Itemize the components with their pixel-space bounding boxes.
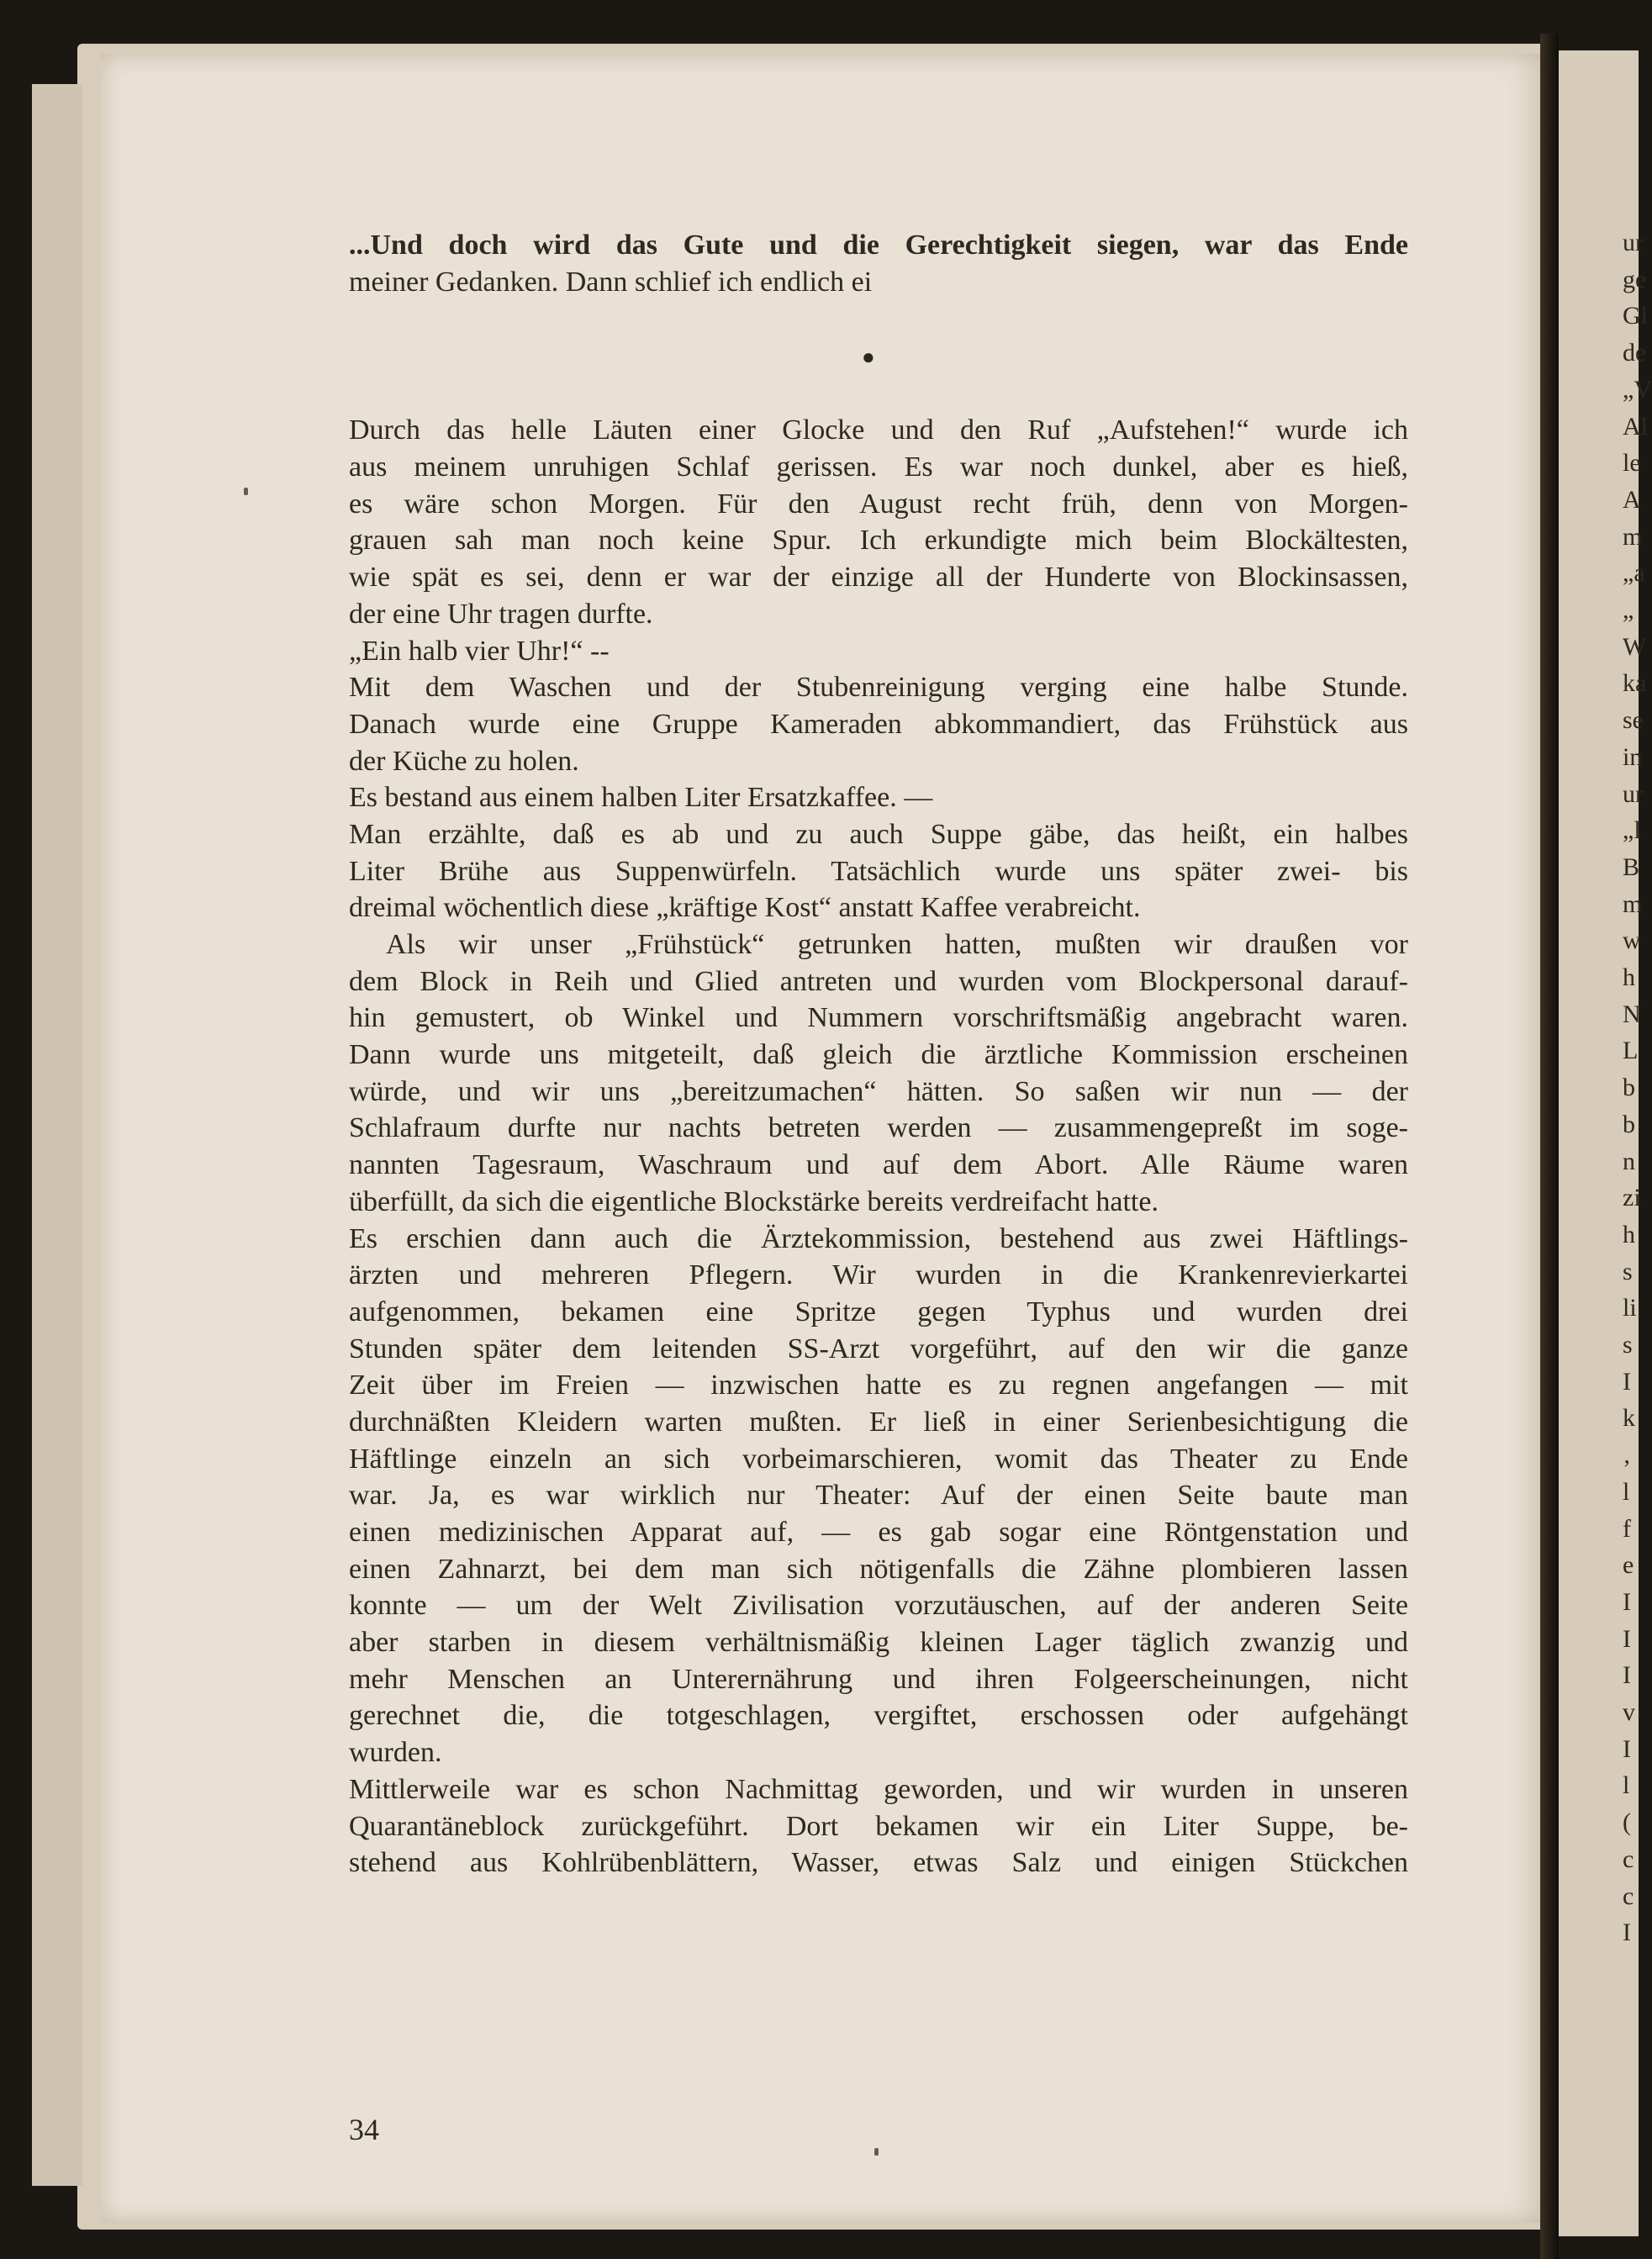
- facing-page-fragment: h: [1623, 1220, 1635, 1248]
- facing-page-fragment: I: [1623, 1919, 1631, 1947]
- facing-page-fragment: l: [1623, 1477, 1630, 1506]
- facing-page-fragment: „a: [1623, 559, 1645, 588]
- text-line: Mit dem Waschen und der Stubenreinigung verging eine halbe Stunde.: [349, 672, 1408, 704]
- text-line: der eine Uhr tragen durfte.: [349, 598, 653, 630]
- text-line: dreimal wöchentlich diese „kräftige Kost“ anstatt Kaffee verabreicht.: [349, 892, 1141, 924]
- text-line: Schlafraum durfte nur nachts betreten werden — zusammengepreßt im soge-: [349, 1112, 1408, 1144]
- text-line: „Ein halb vier Uhr!“ --: [349, 635, 610, 667]
- facing-page-fragment: m: [1623, 889, 1643, 918]
- text-line: Man erzählte, daß es ab und zu auch Suppe gäbe, das heißt, ein halbes: [349, 818, 1408, 850]
- text-line: Durch das helle Läuten einer Glocke und den Ruf „Aufstehen!“ wurde ich: [349, 414, 1408, 446]
- text-line: aus meinem unruhigen Schlaf gerissen. Es war noch dunkel, aber es hieß,: [349, 451, 1408, 483]
- paper-speck: [874, 2148, 879, 2156]
- facing-page-fragment: ur: [1623, 229, 1644, 256]
- facing-page-fragment: h: [1623, 963, 1635, 991]
- book-spine: [1540, 34, 1559, 2259]
- facing-page-fragment: m: [1623, 522, 1643, 551]
- facing-page-fragment: k: [1623, 1404, 1635, 1433]
- facing-page-fragment: s: [1623, 1331, 1633, 1359]
- facing-page-fragment: le: [1623, 449, 1641, 478]
- text-line: würde, und wir uns „bereitzumachen“ hätten. So saßen wir nun — der: [349, 1075, 1408, 1107]
- text-line: Danach wurde eine Gruppe Kameraden abkommandiert, das Frühstück aus: [349, 708, 1408, 740]
- text-line: hin gemustert, ob Winkel und Nummern vorschriftsmäßig angebracht waren.: [349, 1002, 1408, 1034]
- text-line: Quarantäneblock zurückgeführt. Dort bekamen wir ein Liter Suppe, be-: [349, 1810, 1408, 1842]
- text-line: meiner Gedanken. Dann schlief ich endlich ei: [349, 266, 873, 298]
- facing-page-fragment: v: [1623, 1698, 1635, 1726]
- text-line: der Küche zu holen.: [349, 745, 579, 777]
- facing-page-fragment: N: [1623, 1000, 1641, 1028]
- text-line: nannten Tagesraum, Waschraum und auf dem Abort. Alle Räume waren: [349, 1149, 1408, 1181]
- facing-page-fragment: zi: [1623, 1184, 1641, 1212]
- text-line: ...Und doch wird das Gute und die Gerechtigkeit siegen, war das Ende: [349, 230, 1408, 261]
- facing-page-fragment: „l: [1623, 816, 1641, 845]
- page-number: 34: [349, 2113, 379, 2146]
- text-line: mehr Menschen an Unterernährung und ihren Folgeerscheinungen, nicht: [349, 1663, 1408, 1695]
- text-line: Es bestand aus einem halben Liter Ersatzkaffee. —: [349, 782, 933, 814]
- facing-page-fragment: b: [1623, 1074, 1635, 1102]
- facing-page-fragment: I: [1623, 1367, 1631, 1396]
- text-line: grauen sah man noch keine Spur. Ich erkundigte mich beim Blockältesten,: [349, 525, 1408, 557]
- text-line: Häftlinge einzeln an sich vorbeimarschieren, womit das Theater zu Ende: [349, 1443, 1408, 1475]
- text-line: ärzten und mehreren Pflegern. Wir wurden in die Krankenrevierkartei: [349, 1259, 1408, 1291]
- facing-page-fragment: „V: [1623, 375, 1652, 404]
- facing-page-fragment: Gl: [1623, 302, 1648, 330]
- text-line: einen Zahnarzt, bei dem man sich nötigenfalls die Zähne plombieren lassen: [349, 1553, 1408, 1585]
- facing-page-fragment: b: [1623, 1110, 1635, 1138]
- facing-page-fragment: ge: [1623, 265, 1647, 293]
- text-line: wie spät es sei, denn er war der einzige all der Hunderte von Blockinsassen,: [349, 562, 1408, 594]
- text-line: dem Block in Reih und Glied antreten und wurden vom Blockpersonal darauf-: [349, 965, 1408, 997]
- text-line: wurden.: [349, 1737, 442, 1769]
- facing-page-fragment: li: [1623, 1294, 1637, 1322]
- facing-page-fragment: „: [1623, 596, 1634, 624]
- text-line: Zeit über im Freien — inzwischen hatte es zu regnen angefangen — mit: [349, 1370, 1408, 1401]
- text-line: gerechnet die, die totgeschlagen, vergiftet, erschossen oder aufgehängt: [349, 1700, 1408, 1732]
- facing-page-fragment: W: [1623, 632, 1647, 661]
- text-line: konnte — um der Welt Zivilisation vorzutäuschen, auf der anderen Seite: [349, 1590, 1408, 1622]
- paper-speck: [244, 488, 248, 495]
- text-line: Als wir unser „Frühstück“ getrunken hatten, mußten wir draußen vor: [386, 929, 1408, 960]
- facing-page-fragment: ur: [1623, 779, 1644, 808]
- facing-page-fragment: I: [1623, 1661, 1631, 1690]
- facing-page-fragment: n: [1623, 1147, 1635, 1175]
- text-line: Mittlerweile war es schon Nachmittag geworden, und wir wurden in unseren: [349, 1773, 1408, 1805]
- facing-page-fragment: L: [1623, 1037, 1639, 1065]
- facing-page-fragment: f: [1623, 1514, 1631, 1543]
- facing-page-fragment: ‚: [1623, 1441, 1631, 1470]
- text-line: durchnäßten Kleidern warten mußten. Er ließ in einer Serienbesichtigung die: [349, 1406, 1408, 1438]
- facing-page-fragment: A: [1623, 485, 1641, 514]
- facing-page-fragment: B: [1623, 852, 1640, 881]
- facing-page-fragment: (: [1623, 1808, 1631, 1837]
- facing-page-fragment: in: [1623, 742, 1643, 771]
- text-line: Liter Brühe aus Suppenwürfeln. Tatsächlich wurde uns später zwei- bis: [349, 855, 1408, 887]
- facing-page-fragment: e: [1623, 1551, 1634, 1580]
- facing-page-fragment: se: [1623, 706, 1644, 735]
- facing-page-fragment: l: [1623, 1771, 1630, 1800]
- facing-page-fragment: c: [1623, 1882, 1634, 1910]
- section-break-ornament: [349, 300, 1408, 412]
- text-line: überfüllt, da sich die eigentliche Blockstärke bereits verdreifacht hatte.: [349, 1185, 1159, 1217]
- page-stack-edge: [32, 84, 82, 2186]
- text-line: Stunden später dem leitenden SS-Arzt vorgeführt, auf den wir die ganze: [349, 1333, 1408, 1364]
- text-line: einen medizinischen Apparat auf, — es gab sogar eine Röntgenstation und: [349, 1517, 1408, 1548]
- facing-page-fragment: de: [1623, 339, 1647, 367]
- facing-page-fragment: I: [1623, 1624, 1631, 1653]
- facing-page-fragment: I: [1623, 1587, 1631, 1616]
- text-line: war. Ja, es war wirklich nur Theater: Auf der einen Seite baute man: [349, 1480, 1408, 1512]
- facing-page-fragment: I: [1623, 1734, 1631, 1763]
- text-line: Es erschien dann auch die Ärztekommission, bestehend aus zwei Häftlings-: [349, 1222, 1408, 1254]
- text-line: stehend aus Kohlrübenblättern, Wasser, etwas Salz und einigen Stückchen: [349, 1847, 1408, 1879]
- facing-page-fragment: ka: [1623, 669, 1647, 698]
- ornament-dot: ●: [862, 345, 875, 370]
- text-line: aufgenommen, bekamen eine Spritze gegen Typhus und wurden drei: [349, 1296, 1408, 1327]
- facing-page-fragment: Al: [1623, 412, 1648, 441]
- facing-page-fragment: s: [1623, 1257, 1633, 1285]
- facing-page-fragment: w: [1623, 926, 1641, 955]
- text-line: Dann wurde uns mitgeteilt, daß gleich die ärztliche Kommission erscheinen: [349, 1039, 1408, 1071]
- page-body-text: [349, 227, 1408, 1882]
- text-line: aber starben in diesem verhältnismäßig kleinen Lager täglich zwanzig und: [349, 1627, 1408, 1659]
- facing-page-fragment: c: [1623, 1845, 1634, 1873]
- text-line: es wäre schon Morgen. Für den August recht früh, denn von Morgen-: [349, 488, 1408, 520]
